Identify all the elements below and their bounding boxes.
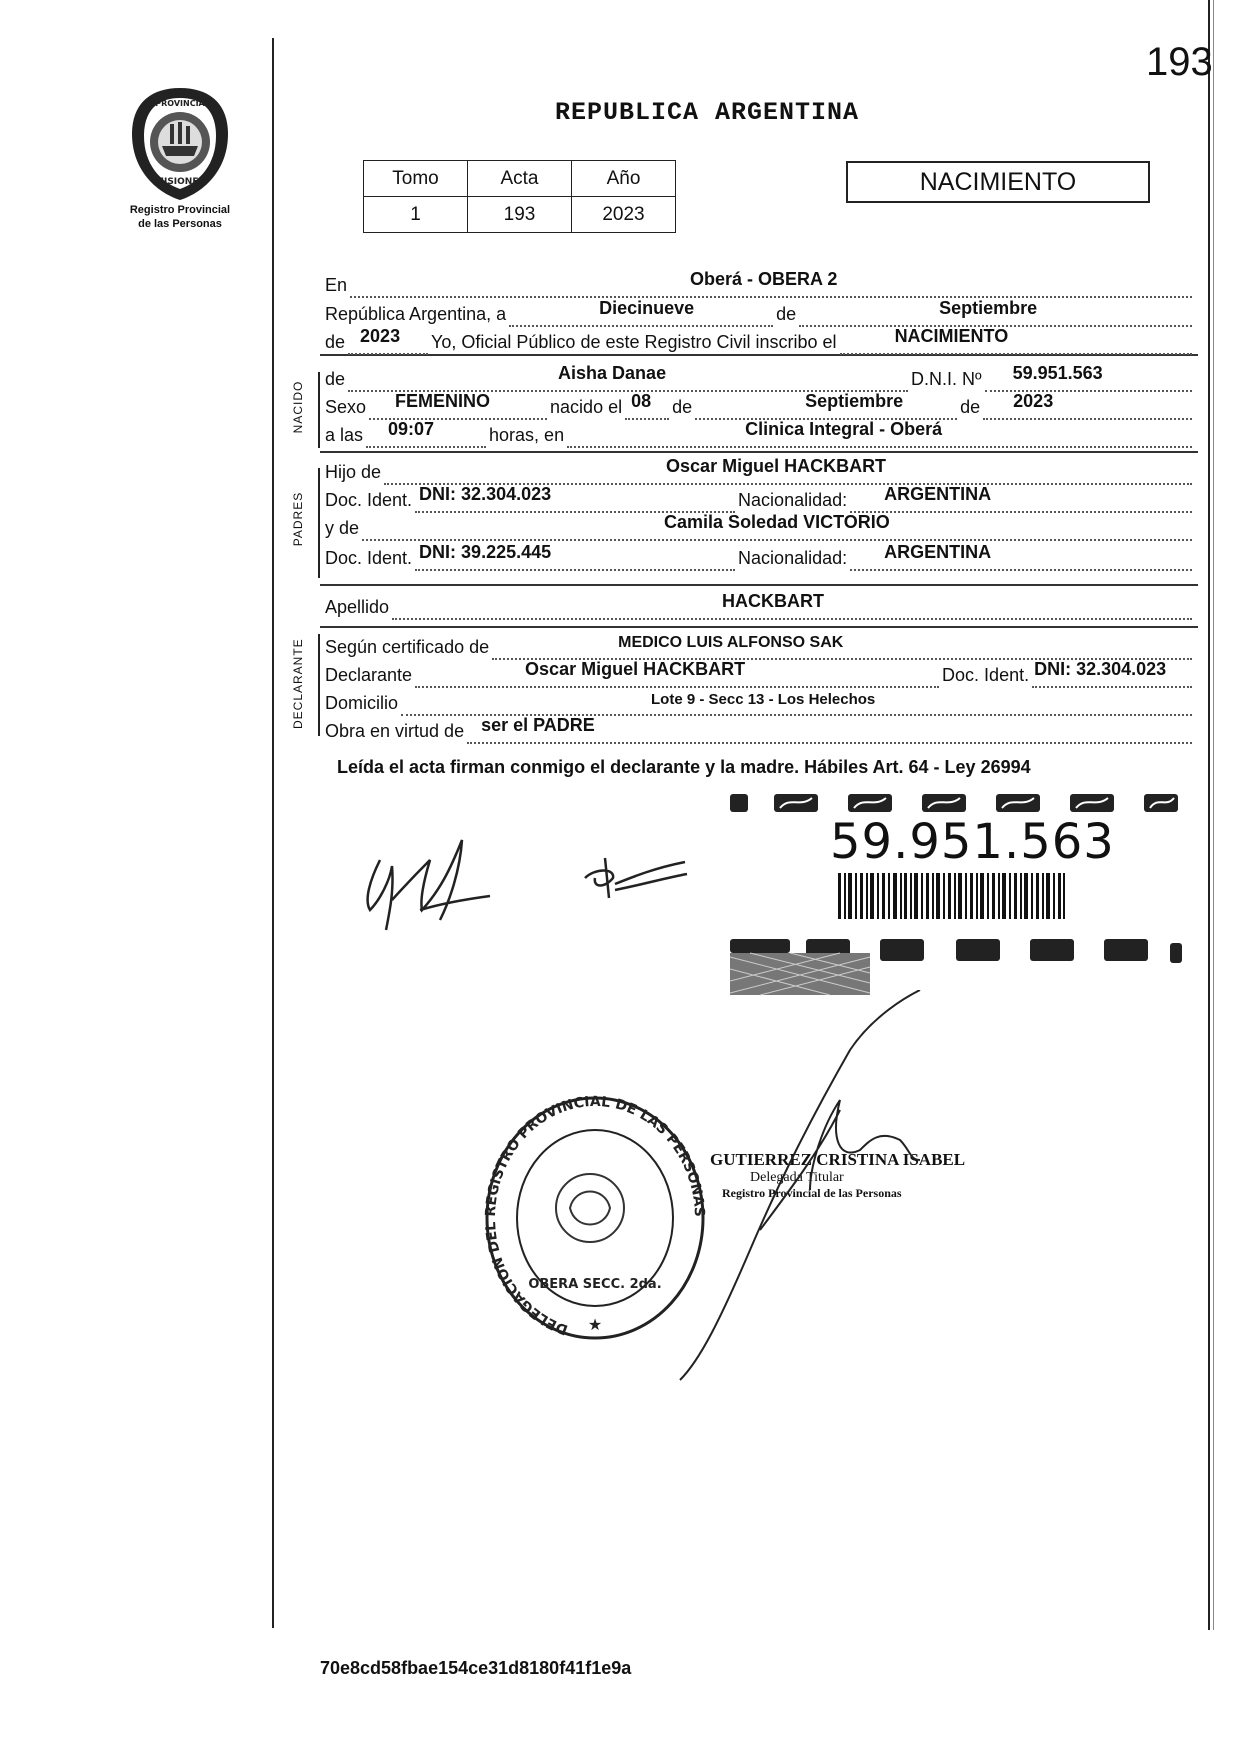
label-nacido-el: nacido el	[550, 397, 623, 417]
value-sex: FEMENINO	[395, 391, 491, 411]
official-signature	[660, 990, 1020, 1395]
field-mother-doc	[415, 543, 735, 571]
separator-line	[320, 584, 1198, 586]
value-day: Diecinueve	[599, 298, 695, 318]
field-birth-month	[695, 392, 957, 420]
field-place	[350, 270, 1192, 298]
field-time	[366, 420, 486, 448]
field-birth-year	[983, 392, 1192, 420]
label-doc-ident-declarant: Doc. Ident.	[942, 665, 1030, 685]
value-mother: Camila Soledad VICTORIO	[664, 512, 890, 532]
label-sexo: Sexo	[325, 397, 367, 417]
logo-caption	[110, 203, 250, 231]
value-birth-month: Septiembre	[805, 391, 904, 411]
field-father-nat	[850, 485, 1192, 513]
label-de-name: de	[325, 369, 346, 389]
svg-text:★: ★	[587, 1315, 603, 1334]
registry-value-acta: 193	[468, 197, 572, 233]
field-surname	[392, 592, 1192, 620]
row-sex	[325, 392, 1195, 420]
logo-caption-line1: Registro Provincial	[129, 204, 231, 216]
field-day	[509, 299, 773, 327]
field-birth-place	[567, 420, 1192, 448]
label-domicilio: Domicilio	[325, 693, 399, 713]
row-child	[325, 364, 1195, 392]
value-father-nat: ARGENTINA	[884, 484, 992, 504]
row-declarant	[325, 660, 1195, 688]
value-father-doc: DNI: 32.304.023	[419, 484, 552, 504]
field-father	[384, 457, 1192, 485]
official-name: GUTIERREZ CRISTINA ISABEL	[710, 1150, 966, 1169]
row-mother-doc	[325, 543, 1195, 571]
value-father: Oscar Miguel HACKBART	[666, 456, 887, 476]
row-father-doc	[325, 485, 1195, 513]
provincial-shield-logo	[120, 84, 240, 204]
value-time: 09:07	[388, 419, 435, 439]
separator-line	[320, 451, 1198, 453]
value-place: Oberá - OBERA 2	[690, 269, 838, 289]
field-reason	[467, 716, 1192, 744]
field-child-dni	[985, 364, 1192, 392]
label-obra: Obra en virtud de	[325, 721, 465, 741]
barcode-number: 59.951.563	[830, 814, 1115, 870]
row-place	[325, 270, 1195, 298]
value-certificate: MEDICO LUIS ALFONSO SAK	[618, 634, 844, 651]
separator-line	[320, 626, 1198, 628]
mother-signature	[575, 848, 695, 913]
field-birth-day	[625, 392, 669, 420]
label-de-birth-year: de	[960, 397, 981, 417]
logo-caption-line2: de las Personas	[138, 218, 222, 230]
document-title: REPUBLICA ARGENTINA	[555, 98, 860, 127]
value-declarant-doc: DNI: 32.304.023	[1034, 659, 1167, 679]
value-mother-nat: ARGENTINA	[884, 542, 992, 562]
label-de-year: de	[325, 332, 346, 352]
value-mother-doc: DNI: 39.225.445	[419, 542, 552, 562]
label-segun: Según certificado de	[325, 637, 490, 657]
label-declarante: Declarante	[325, 665, 413, 685]
value-child-dni: 59.951.563	[1012, 363, 1103, 383]
value-year: 2023	[360, 326, 401, 346]
value-address: Lote 9 - Secc 13 - Los Helechos	[651, 691, 876, 708]
row-address	[325, 688, 1195, 716]
svg-text:DELEGACION DEL REGISTRO PROVIN: DELEGACION DEL REGISTRO PROVINCIAL DE LAS PERSONAS	[482, 1093, 708, 1338]
page-number: 193	[1146, 40, 1213, 84]
official-org: Registro Provincial de las Personas	[722, 1186, 902, 1200]
label-hijo-de: Hijo de	[325, 462, 382, 482]
label-doc-ident-mother: Doc. Ident.	[325, 548, 413, 568]
label-dni: D.N.I. Nº	[911, 369, 982, 389]
field-year	[348, 327, 428, 355]
label-doc-ident: Doc. Ident.	[325, 490, 413, 510]
field-sex	[369, 392, 547, 420]
value-month: Septiembre	[939, 298, 1038, 318]
row-date	[325, 299, 1195, 327]
label-de: de	[776, 304, 797, 324]
label-apellido: Apellido	[325, 597, 390, 617]
row-father	[325, 457, 1195, 485]
field-month	[799, 299, 1192, 327]
value-surname: HACKBART	[722, 591, 825, 611]
legal-text: Leída el acta firman conmigo el declarante y la madre. Hábiles Art. 64 - Ley 26994	[337, 757, 1031, 777]
field-father-doc	[415, 485, 735, 513]
registry-table	[363, 160, 676, 233]
declarante-bracket	[318, 634, 320, 736]
registry-value-ano: 2023	[572, 197, 676, 233]
value-child-name: Aisha Danae	[558, 363, 667, 383]
registry-value-tomo: 1	[364, 197, 468, 233]
side-label-padres: PADRES	[291, 491, 305, 547]
value-reason: ser el PADRE	[481, 715, 595, 735]
act-type-box: NACIMIENTO	[846, 161, 1150, 203]
field-declarant	[415, 660, 939, 688]
svg-text:MISIONES: MISIONES	[155, 177, 205, 187]
field-address	[401, 688, 1192, 716]
label-en: En	[325, 275, 348, 295]
row-act	[325, 327, 1195, 355]
registry-header-ano: Año	[572, 161, 676, 197]
registry-header-acta: Acta	[468, 161, 572, 197]
left-margin-line	[272, 38, 274, 1628]
padres-bracket	[318, 468, 320, 578]
label-oficial: Yo, Oficial Público de este Registro Civil inscribo el	[431, 332, 837, 352]
nacido-bracket	[318, 372, 320, 448]
value-act: NACIMIENTO	[894, 326, 1009, 346]
label-republica: República Argentina, a	[325, 304, 507, 324]
svg-text:OBERA SECC. 2da.: OBERA SECC. 2da.	[528, 1277, 662, 1292]
right-margin-line-2	[1213, 0, 1214, 1630]
label-y-de: y de	[325, 518, 360, 538]
official-role: Delegada Titular	[750, 1170, 844, 1185]
svg-text:PROVINCIA: PROVINCIA	[155, 99, 205, 108]
label-horas-en: horas, en	[489, 425, 565, 445]
field-mother-nat	[850, 543, 1192, 571]
field-mother	[362, 513, 1192, 541]
label-nacionalidad-mother: Nacionalidad:	[738, 548, 848, 568]
row-time	[325, 420, 1195, 448]
side-label-declarante: DECLARANTE	[291, 638, 305, 729]
label-a-las: a las	[325, 425, 364, 445]
field-act	[840, 327, 1192, 355]
declarant-signature	[350, 820, 500, 955]
value-birth-year: 2023	[1013, 391, 1054, 411]
label-nacionalidad: Nacionalidad:	[738, 490, 848, 510]
field-child-name	[348, 364, 908, 392]
row-certificate	[325, 632, 1195, 660]
registry-header-tomo: Tomo	[364, 161, 468, 197]
field-declarant-doc	[1032, 660, 1192, 688]
field-certificate	[492, 632, 1192, 660]
row-surname	[325, 592, 1195, 620]
row-reason	[325, 716, 1195, 744]
right-margin-line	[1208, 0, 1210, 1630]
document-hash: 70e8cd58fbae154ce31d8180f41f1e9a	[320, 1658, 632, 1678]
label-de-month: de	[672, 397, 693, 417]
side-label-nacido: NACIDO	[291, 380, 305, 434]
value-birth-place: Clinica Integral - Oberá	[745, 419, 943, 439]
value-declarant: Oscar Miguel HACKBART	[525, 659, 746, 679]
barcode	[838, 873, 1066, 924]
row-mother	[325, 513, 1195, 541]
value-birth-day: 08	[631, 391, 652, 411]
